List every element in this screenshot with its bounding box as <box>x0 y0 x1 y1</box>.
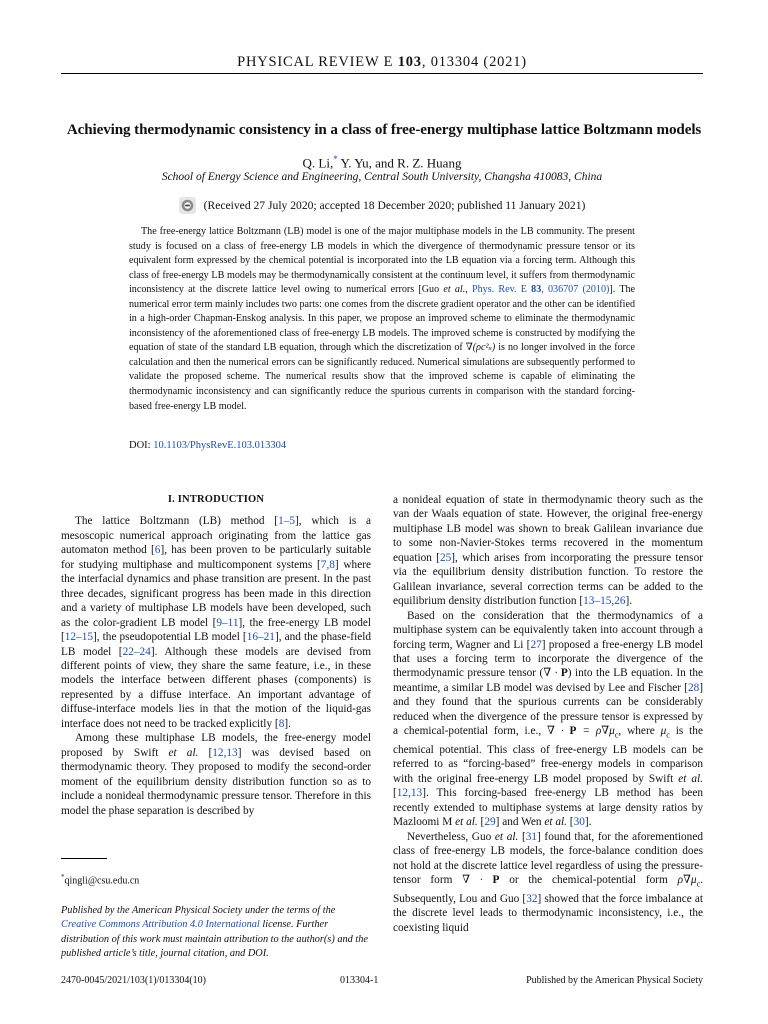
license-text: Published by the American Physical Society under the terms of the <box>61 905 336 916</box>
paragraph-text: ] was devised based on thermodynamic theory. They proposed to modify the second-order moment of the equilibrium density distribution function so as to include a nonideal thermodynamic pressure tensor. Therefore in this model the phase separation is described by <box>61 746 371 817</box>
paragraph-text: ]. <box>584 816 592 829</box>
paragraph-text: . Subsequently, Lou and Guo [ <box>393 874 703 905</box>
corresponding-author-mark[interactable]: * <box>333 154 338 164</box>
footer-page-number: 013304-1 <box>340 975 379 986</box>
et-al: et al. <box>494 830 519 843</box>
paragraph-text: or the chemical-potential form <box>499 874 678 887</box>
paragraph-text: Among these multiphase LB models, the free-energy model proposed by Swift <box>61 732 371 759</box>
citation-link[interactable]: 25 <box>439 551 452 564</box>
paragraph-text: The lattice Boltzmann (LB) method [ <box>75 515 279 528</box>
math-expression: ∇ · P = ρ∇μ <box>547 725 615 738</box>
citation-link[interactable]: 13–15,26 <box>583 595 626 608</box>
paragraph-text: ]. Although these models are devised from different points of view, they share the same feature, i.e., in these models the interface between different phases (components) is represented by a diffuse interface. An important advantage of diffuse-interface models lies in that the motion of the liquid-gas interface does not need to be tracked explicitly [ <box>61 645 371 730</box>
citation-link[interactable]: 12,13 <box>212 746 238 759</box>
citation-link[interactable]: 22–24 <box>122 645 151 658</box>
received-row <box>61 197 703 214</box>
paragraph-text: [ <box>393 787 397 800</box>
citation-link[interactable]: 32 <box>526 892 538 905</box>
paragraph-text: [ <box>477 816 485 829</box>
author-list <box>61 154 703 171</box>
paragraph <box>393 609 703 830</box>
paragraph-text: ] showed that the force imbalance at the discrete level leads to thermodynamic inconsistency, i.e., the coexisting liquid <box>393 892 703 934</box>
affiliation: School of Energy Science and Engineering, Central South University, Changsha 410083, China <box>161 171 603 183</box>
paragraph-text: Nevertheless, Guo <box>407 830 495 843</box>
doi-line <box>129 440 286 451</box>
citation-link[interactable]: 1–5 <box>278 515 296 528</box>
header-rule <box>61 73 703 74</box>
crossmark-icon[interactable] <box>179 197 196 214</box>
abstract-text: The free-energy lattice Boltzmann (LB) model is one of the major multiphase models in the LB community. The present study is focused on a class of free-energy LB models in which the divergence of thermodynamic pressure tensor or its equivalent form expressed by the chemical potential is incorporated into the LB equation via a forcing term. Although this class of free-energy LB models may be thermodynamically consistent at the continuum level, it suffers from thermodynamic inconsistency at the discrete lattice level owing to numerical errors [Guo <box>129 226 635 296</box>
math-subscript: c <box>614 730 619 740</box>
paragraph <box>393 830 703 935</box>
doi-link[interactable]: 10.1103/PhysRevE.103.013304 <box>153 440 287 451</box>
paragraph-text: [ <box>566 816 574 829</box>
doi-label: DOI: <box>129 440 154 451</box>
citation-link[interactable]: 12,13 <box>396 787 423 800</box>
paragraph-text: ]. This forcing-based free-energy LB method has been recently extended to multiphase systems at large density ratios by Mazloomi M <box>393 787 703 829</box>
math-expression: ∇ · P <box>543 667 568 680</box>
citation-link[interactable]: 12–15 <box>64 631 94 644</box>
citation-link[interactable]: 27 <box>530 638 542 651</box>
journal-header <box>61 54 703 71</box>
footer-issn: 2470-0045/2021/103(1)/013304(10) <box>61 975 206 986</box>
abstract-math: ∇(ρc²ₛ) <box>465 342 496 354</box>
math-subscript: c <box>696 879 701 889</box>
abstract-text: , <box>465 284 473 296</box>
citation-link[interactable]: 9–11 <box>216 616 239 629</box>
author-first: Q. Li, <box>302 155 334 171</box>
paragraph <box>61 731 371 818</box>
paragraph <box>393 493 703 609</box>
paragraph-text: ], the free-energy LB model [ <box>61 616 372 644</box>
license-statement <box>61 904 371 962</box>
paragraph-text: ]. <box>284 717 291 730</box>
paragraph <box>61 514 371 731</box>
citation-link[interactable]: 28 <box>687 681 700 694</box>
paragraph-text: , where <box>618 725 661 738</box>
abstract <box>129 225 635 414</box>
citation-link[interactable]: 31 <box>525 830 538 843</box>
footnote-rule <box>61 858 107 859</box>
license-text: license. Further distribution of this work must maintain attribution to the author(s) and the published article’s title, journal citation, and DOI. <box>61 919 368 960</box>
citation-link[interactable]: 8 <box>278 717 285 730</box>
paragraph-text: [ <box>518 830 526 843</box>
math-expression: μ <box>660 725 667 738</box>
paragraph-text: ], which arises from incorporating the pressure tensor via the equilibrium density distribution function. To restore the Galilean invariance, several correction terms can be added to the equilibrium density distribution function [ <box>393 551 703 608</box>
math-expression: ρ∇μ <box>677 874 697 887</box>
paragraph-text: ] where the interfacial dynamics and phase transition are present. In the past three decades, significant progress has been made in this direction and a variety of multiphase LB models have been developed, such as the color-gradient LB model [ <box>61 558 371 629</box>
paragraph-text: ], which is a mesoscopic numerical approach originating from the lattice gas automaton method [ <box>61 515 371 557</box>
journal-name: PHYSICAL REVIEW E <box>237 54 394 70</box>
footnote-mark: * <box>61 873 65 881</box>
paragraph-text: ]. <box>625 595 633 608</box>
author-rest: Y. Yu, and R. Z. Huang <box>337 155 462 171</box>
citation-link[interactable]: 29 <box>484 816 496 829</box>
math-subscript: c <box>666 730 670 740</box>
abstract-etal: et al. <box>443 284 466 296</box>
right-column <box>393 493 703 935</box>
received-dates: (Received 27 July 2020; accepted 18 December 2020; published 11 January 2021) <box>203 199 586 212</box>
reference-page: , 036707 (2010) <box>541 284 610 296</box>
reference-link[interactable] <box>472 284 609 295</box>
journal-volume: 103 <box>397 54 422 70</box>
citation-link[interactable]: 16–21 <box>246 631 275 644</box>
footer-publisher: Published by the American Physical Society <box>526 975 703 986</box>
abstract-text: ]. The numerical error term mainly includes two parts: one comes from the discrete gradient operator and the other can be identified in a high-order Chapman-Enskog analysis. In this paper, we propose an improved scheme to eliminate the thermodynamic inconsistency of the aforementioned class of free-energy LB models. The improved scheme is constructed by modifying the equation of state of the standard LB equation, through which the discretization of <box>129 284 636 354</box>
paragraph-text: ) into the LB equation. In the meantime, a similar LB model was devised by Lee and Fischer [ <box>393 667 703 694</box>
et-al: et al. <box>455 816 478 829</box>
paper-title: Achieving thermodynamic consistency in a class of free-energy multiphase lattice Boltzmann models <box>66 122 702 138</box>
et-al: et al. <box>678 772 703 785</box>
footnote <box>61 873 139 886</box>
paragraph-text: [ <box>198 746 213 759</box>
paragraph-text: ], has been proven to be particularly suitable for studying multiphase and multicomponent systems [ <box>61 544 371 571</box>
abstract-text: is no longer involved in the force calculation and then the numerical errors can be significantly reduced. Numerical simulations are subsequently performed to validate the proposed scheme. The numerical results show that the improved scheme is capable of eliminating the thermodynamic inconsistency and can significantly reduce the spurious currents in comparison with the standard forcing-based free-energy LB model. <box>129 342 635 412</box>
et-al: et al. <box>544 816 567 829</box>
corresponding-email[interactable]: qingli@csu.edu.cn <box>64 875 140 887</box>
paragraph-text: Based on the consideration that the thermodynamics of a multiphase system can be equivalently taken into account through a forcing term, Wagner and Li [ <box>393 609 703 651</box>
paragraph-text: ] proposed a free-energy LB model that uses a forcing term to incorporate the divergence of the thermodynamic pressure tensor ( <box>393 638 703 680</box>
article-number-year: , 013304 (2021) <box>421 54 527 70</box>
paragraph-text: a nonideal equation of state in thermodynamic theory such as the van der Waals equation of state. However, the original free-energy multiphase LB model was shown to break Galilean invariance due to some non-Navier-Stokes terms recovered in the momentum equation [ <box>393 494 703 564</box>
section-heading: I. INTRODUCTION <box>167 494 265 505</box>
paragraph-text: ] and they found that the spurious currents can be considerably reduced when the divergence of the pressure tensor is expressed by a chemical-potential form, i.e., <box>393 681 703 738</box>
license-link[interactable]: Creative Commons Attribution 4.0 International <box>61 919 260 931</box>
et-al: et al. <box>168 746 199 759</box>
citation-link[interactable]: 7,8 <box>320 558 335 571</box>
paragraph-text: ] and Wen <box>495 816 545 829</box>
paragraph-text: is the chemical potential. This class of free-energy LB models can be referred to as “forcing-based” free-energy models in comparison with the original free-energy LB model proposed by Swift <box>393 725 703 785</box>
math-expression: ∇ · P <box>462 874 500 887</box>
paragraph-text: ], the pseudopotential LB model [ <box>93 631 247 644</box>
citation-link[interactable]: 30 <box>573 816 585 829</box>
reference-volume: 83 <box>531 284 542 296</box>
paragraph-text: ] found that, for the aforementioned class of free-energy LB models, the force-balance condition does not hold at the discrete lattice level regardless of using the pressure-tensor form <box>393 830 703 887</box>
reference-journal: Phys. Rev. E <box>472 284 532 296</box>
paragraph-text: ], and the phase-field LB model [ <box>61 631 372 658</box>
left-column <box>61 493 371 818</box>
citation-link[interactable]: 6 <box>154 544 161 557</box>
